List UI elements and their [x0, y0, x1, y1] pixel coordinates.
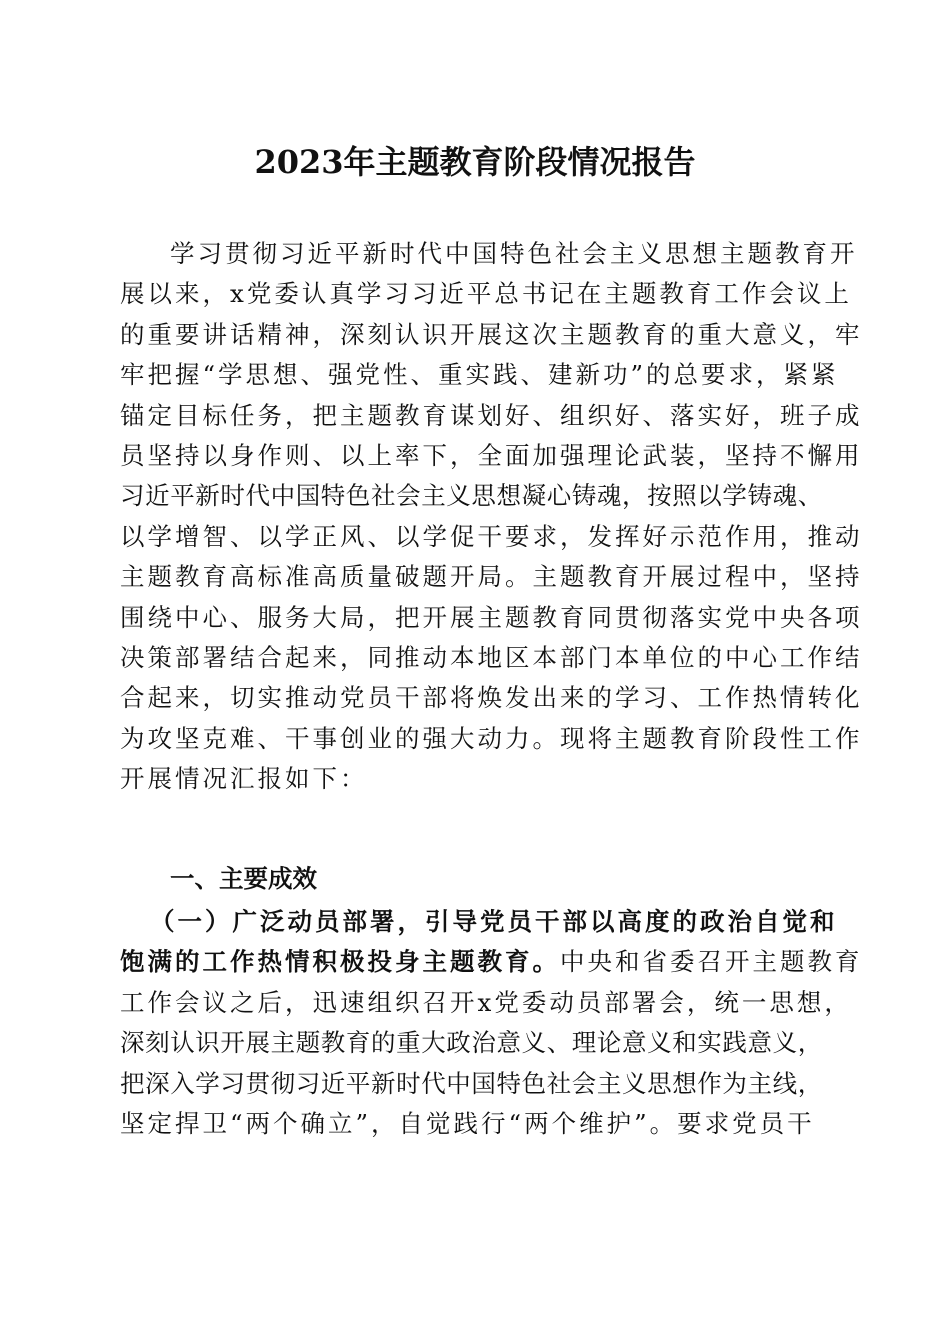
intro-line: 锚定目标任务，把主题教育谋划好、组织好、落实好，班子成: [120, 400, 863, 430]
section-text: 中央和省委召开主题教育: [560, 947, 863, 977]
intro-paragraph: [120, 234, 863, 799]
intro-line: 合起来，切实推动党员干部将焕发出来的学习、工作热情转化: [120, 683, 863, 713]
section-line: 深刻认识开展主题教育的重大政治意义、理论意义和实践意义，: [120, 1028, 823, 1058]
section-line: [120, 942, 863, 982]
intro-line: 展以来，x党委认真学习习近平总书记在主题教育工作会议上: [120, 279, 852, 309]
section-line: [120, 902, 838, 942]
intro-line: 开展情况汇报如下：: [120, 764, 368, 794]
intro-line: 员坚持以身作则、以上率下，全面加强理论武装，坚持不懈用: [120, 440, 863, 470]
intro-line: 学习贯彻习近平新时代中国特色社会主义思想主题教育开: [170, 239, 858, 268]
document-title: 2023年主题教育阶段情况报告: [254, 143, 696, 181]
section-heading: 一、主要成效: [170, 864, 317, 893]
intro-line: 决策部署结合起来，同推动本地区本部门本单位的中心工作结: [120, 642, 863, 672]
subsection-heading-part2: 饱满的工作热情积极投身主题教育。: [120, 947, 560, 977]
intro-line: 的重要讲话精神，深刻认识开展这次主题教育的重大意义，牢: [120, 319, 863, 349]
intro-line: 习近平新时代中国特色社会主义思想凝心铸魂，按照以学铸魂、: [120, 481, 823, 511]
section-1-1-paragraph: [120, 902, 863, 1144]
intro-line: 以学增智、以学正风、以学促干要求，发挥好示范作用，推动: [120, 521, 863, 551]
section-line: 坚定捍卫“两个确立”，自觉践行“两个维护”。要求党员干: [120, 1108, 815, 1138]
subsection-heading-part1: （一）广泛动员部署，引导党员干部以高度的政治自觉和: [150, 907, 838, 936]
section-line: 把深入学习贯彻习近平新时代中国特色社会主义思想作为主线，: [120, 1068, 823, 1098]
intro-line: 牢把握“学思想、强党性、重实践、建新功”的总要求，紧紧: [120, 360, 839, 390]
section-line: 工作会议之后，迅速组织召开x党委动员部署会，统一思想，: [120, 987, 852, 1017]
intro-line: 主题教育高标准高质量破题开局。主题教育开展过程中，坚持: [120, 562, 863, 592]
intro-line: 围绕中心、服务大局，把开展主题教育同贯彻落实党中央各项: [120, 602, 863, 632]
intro-line: 为攻坚克难、干事创业的强大动力。现将主题教育阶段性工作: [120, 723, 863, 753]
